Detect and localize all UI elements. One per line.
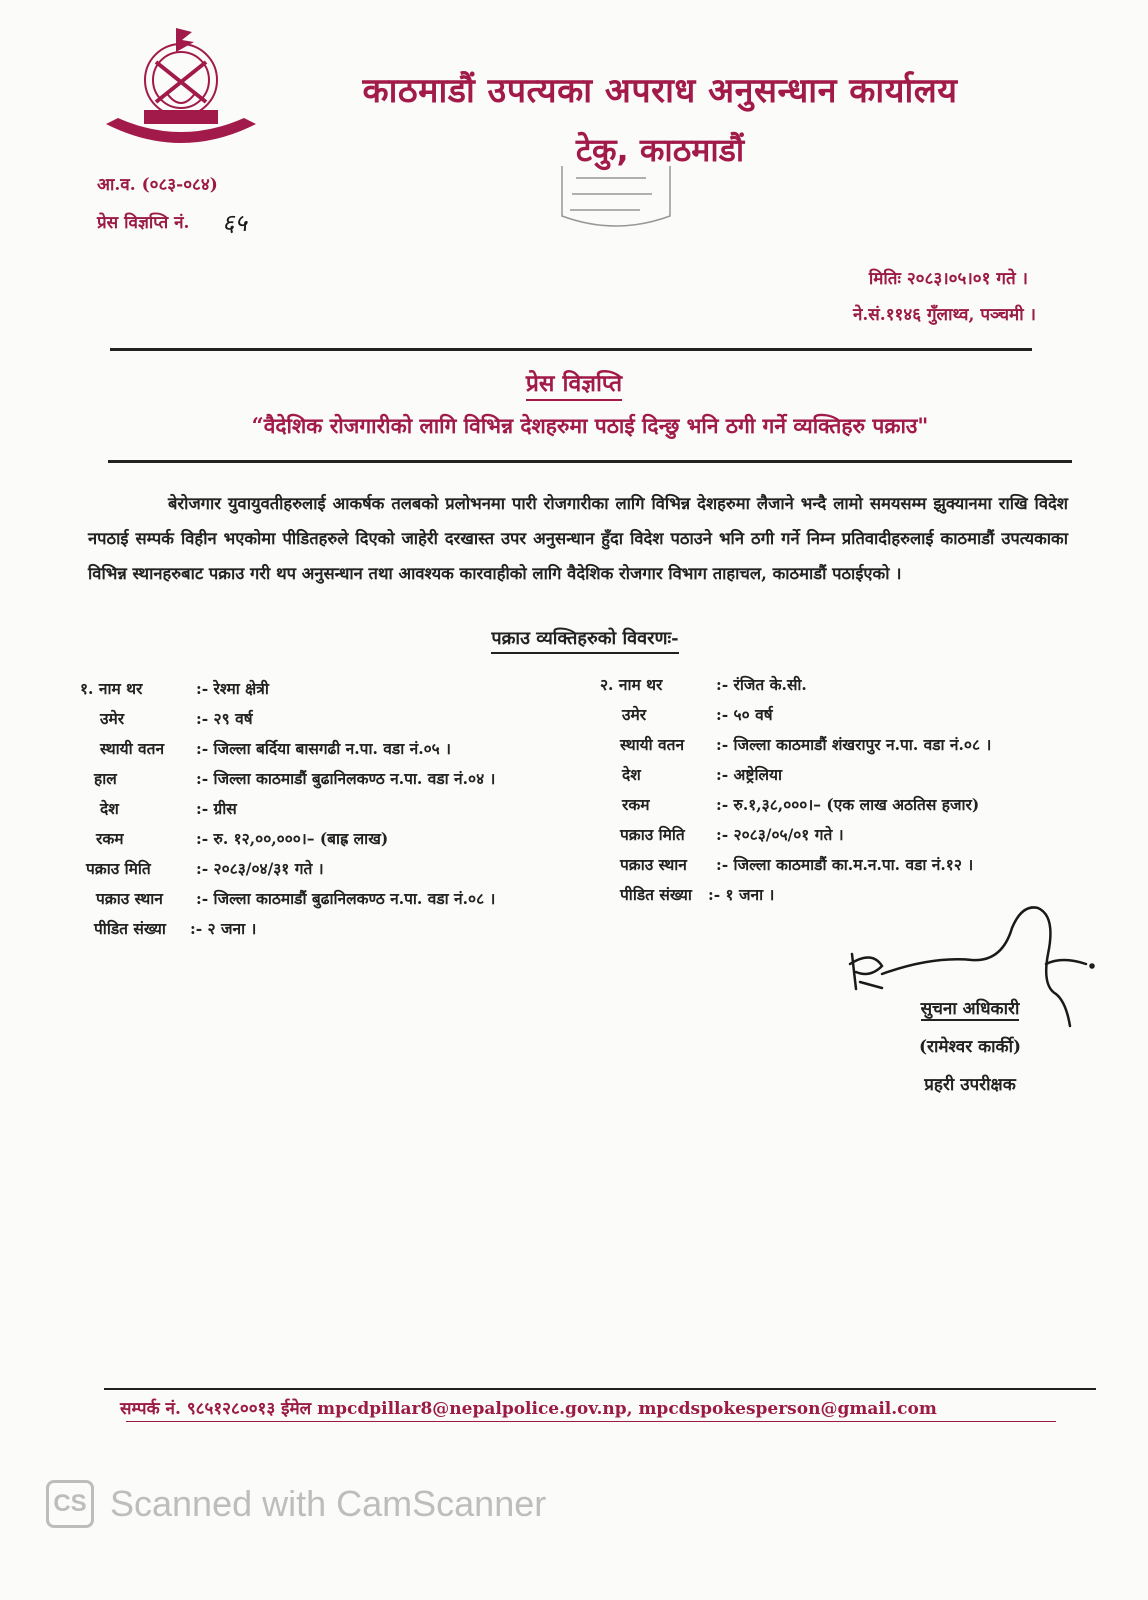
detail-value: :- २०८३/०५/०१ गते । xyxy=(716,825,844,844)
detail-value: :- रु. १२,००,०००।– (बाह्र लाख) xyxy=(196,829,389,848)
detail-row xyxy=(600,850,1120,880)
divider-bottom xyxy=(104,1388,1096,1390)
notice-heading xyxy=(0,366,1148,398)
detail-value: :- १ जना । xyxy=(708,885,775,904)
camscanner-watermark xyxy=(46,1476,546,1532)
press-release-number-value: ६५ xyxy=(222,209,247,237)
detail-row xyxy=(80,764,580,794)
detail-row xyxy=(80,734,580,764)
detail-value: :- रु.१,३८,०००।– (एक लाख अठतिस हजार) xyxy=(716,795,980,814)
detail-label: २. नाम थर xyxy=(600,675,663,694)
detail-label: १. नाम थर xyxy=(80,679,143,698)
contact-phone: सम्पर्क नं. ९८५१२८००१३ ईमेल xyxy=(120,1399,312,1419)
contact-underline xyxy=(126,1421,1056,1422)
office-stamp xyxy=(556,156,676,232)
signatory-name: (रामेश्वर कार्की) xyxy=(918,1037,1022,1057)
detail-row xyxy=(80,704,580,734)
detail-value: :- ग्रीस xyxy=(196,799,237,818)
issue-date: मितिः २०८३।०५।०१ गते । xyxy=(868,269,1028,289)
divider-top xyxy=(110,348,1032,351)
signatory-title-text: सुचना अधिकारी xyxy=(920,999,1020,1019)
detail-row xyxy=(80,674,580,704)
divider-middle xyxy=(108,460,1072,463)
detail-row xyxy=(80,884,580,914)
nepal-samvat-date: ने.सं.११४६ गुँलाथ्व, पञ्चमी । xyxy=(852,305,1036,325)
detail-label: पक्राउ मिति xyxy=(86,859,151,878)
detail-row xyxy=(80,824,580,854)
detail-row xyxy=(80,854,580,884)
detail-row xyxy=(600,760,1120,790)
detail-value: :- २ जना । xyxy=(190,919,257,938)
detail-label: उमेर xyxy=(100,709,125,728)
camscanner-text: Scanned with CamScanner xyxy=(110,1483,547,1524)
detail-value: :- जिल्ला काठमाडौं बुढानिलकण्ठ न.पा. वडा नं.०४ । xyxy=(196,769,496,788)
detail-value: :- जिल्ला काठमाडौं का.म.न.पा. वडा नं.१२ । xyxy=(716,855,974,874)
detail-label: देश xyxy=(100,799,119,818)
detail-row xyxy=(600,790,1120,820)
arrested-person-1 xyxy=(80,674,580,944)
detail-value: :- अष्ट्रेलिया xyxy=(716,765,782,784)
detail-value: :- रेश्मा क्षेत्री xyxy=(196,679,269,698)
detail-label: स्थायी वतन xyxy=(100,739,165,758)
detail-label: हाल xyxy=(94,769,117,788)
contact-emails[interactable]: mpcdpillar8@nepalpolice.gov.np, mpcdspokesperson@gmail.com xyxy=(317,1399,937,1419)
police-emblem-logo xyxy=(96,22,266,152)
signatory-title xyxy=(880,996,1060,1019)
camscanner-logo-icon: CS xyxy=(46,1480,94,1528)
detail-row xyxy=(80,914,580,944)
press-release-number-label: प्रेस विज्ञप्ति नं. xyxy=(97,213,190,233)
detail-value: :- २०८३/०४/३१ गते । xyxy=(196,859,324,878)
detail-row xyxy=(600,670,1120,700)
detail-row xyxy=(80,794,580,824)
detail-label: उमेर xyxy=(622,705,647,724)
details-heading-text: पक्राउ व्यक्तिहरुको विवरणः- xyxy=(491,628,678,654)
detail-label: पीडित संख्या xyxy=(620,885,692,904)
detail-row xyxy=(600,700,1120,730)
detail-value: :- रंजित के.सी. xyxy=(716,675,807,694)
detail-label: स्थायी वतन xyxy=(620,735,685,754)
contact-info xyxy=(120,1396,1070,1419)
detail-value: :- जिल्ला काठमाडौं शंखरापुर न.पा. वडा नं.०८ । xyxy=(716,735,992,754)
office-title: काठमाडौं उपत्यका अपराध अनुसन्धान कार्यालय xyxy=(362,71,958,111)
arrested-person-2 xyxy=(600,670,1120,910)
detail-value: :- २९ वर्ष xyxy=(196,709,253,728)
details-heading xyxy=(0,626,1148,650)
detail-row xyxy=(600,730,1120,760)
detail-label: पक्राउ स्थान xyxy=(96,889,163,908)
detail-value: :- जिल्ला बर्दिया बासगढी न.पा. वडा नं.०५ । xyxy=(196,739,452,758)
detail-label: रकम xyxy=(622,795,650,814)
detail-label: पक्राउ मिति xyxy=(620,825,685,844)
detail-row xyxy=(600,820,1120,850)
office-location: टेकु, काठमाडौं xyxy=(575,131,745,169)
detail-label: पीडित संख्या xyxy=(94,919,166,938)
detail-label: देश xyxy=(622,765,641,784)
signatory-rank: प्रहरी उपरीक्षक xyxy=(924,1075,1016,1095)
detail-value: :- जिल्ला काठमाडौं बुढानिलकण्ठ न.पा. वडा नं.०८ । xyxy=(196,889,496,908)
detail-label: रकम xyxy=(96,829,124,848)
fiscal-year: आ.व. (०८३-०८४) xyxy=(97,175,218,195)
detail-value: :- ५० वर्ष xyxy=(716,705,773,724)
notice-body: बेरोजगार युवायुवतीहरुलाई आकर्षक तलबको प्रलोभनमा पारी रोजगारीका लागि विभिन्न देशहरुमा लैजाने भन्दै लामो समयसम्म झुक्यानमा राखि विदेश नपठाई सम्पर्क विहीन भएकोमा पीडितहरुले दिएको जाहेरी दरखास्त उपर अनुसन्धान हुँदा विदेश पठाउने भनि ठगी गर्ने निम्न प्रतिवादीहरुलाई काठमाडौं उपत्यकाका विभिन्न स्थानहरुबाट पक्राउ गरी थप अनुसन्धान तथा आवश्यक कारवाहीको लागि वैदेशिक रोजगार विभाग ताहाचल, काठमाडौं पठाईएको । xyxy=(88,494,1068,583)
notice-heading-text: प्रेस विज्ञप्ति xyxy=(526,370,622,401)
detail-label: पक्राउ स्थान xyxy=(620,855,687,874)
notice-subject: “वैदेशिक रोजगारीको लागि विभिन्न देशहरुमा पठाई दिन्छु भनि ठगी गर्ने व्यक्तिहरु पक्राउ" xyxy=(251,413,929,438)
